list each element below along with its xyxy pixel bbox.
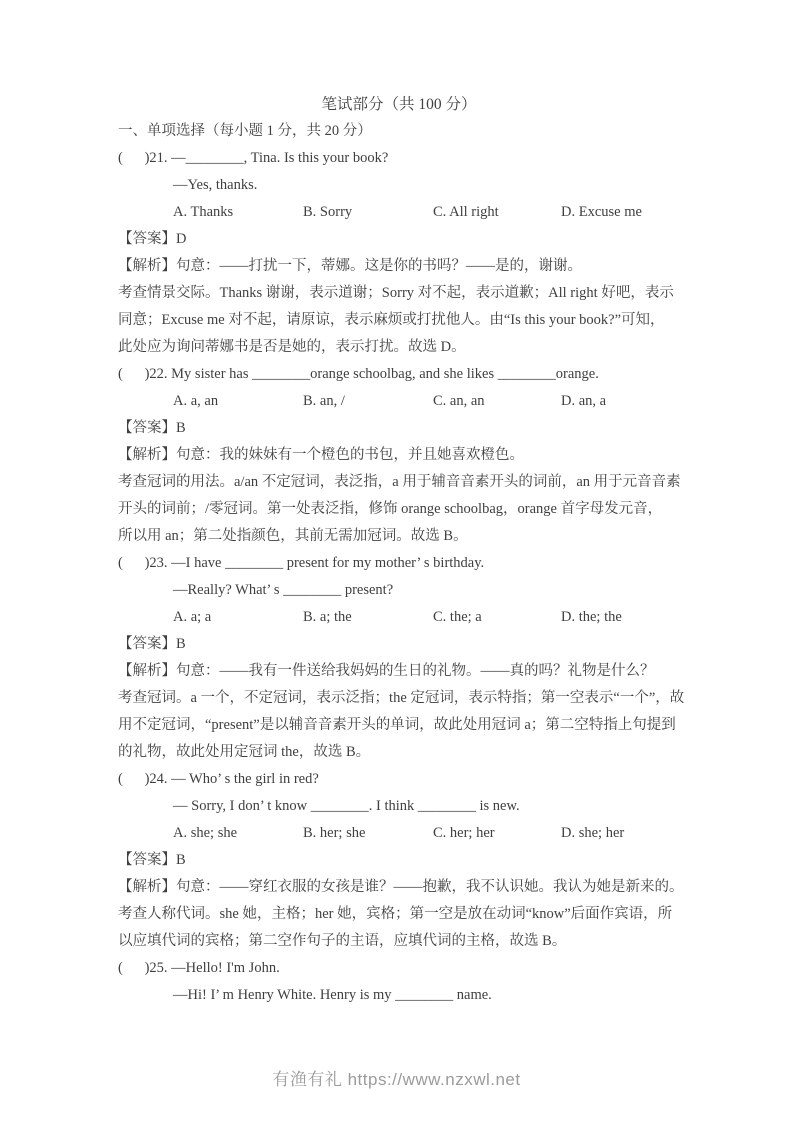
footer-watermark: 有渔有礼 https://www.nzxwl.net xyxy=(272,1070,521,1089)
question-stem-line: ( )23. —I have ________ present for my mother’ s birthday. xyxy=(118,555,485,571)
option-b: B. Sorry xyxy=(303,204,353,220)
analysis-line: 所以用 an；第二处指颜色，其前无需加冠词。故选 B。 xyxy=(118,528,468,544)
answer-line xyxy=(118,631,680,658)
options-row xyxy=(118,199,680,226)
option-a: A. she; she xyxy=(173,825,238,841)
analysis-line: 考查冠词的用法。a/an 不定冠词，表泛指，a 用于辅音音素开头的词前，an 用于元音音素 xyxy=(118,474,681,490)
analysis-line: 此处应为询问蒂娜书是否是她的，表示打扰。故选 D。 xyxy=(118,339,466,355)
page-title: 笔试部分（共 100 分） xyxy=(321,96,477,113)
question-stem-continuation: —Hi! I’ m Henry White. Henry is my ________ name. xyxy=(173,987,492,1003)
options-row xyxy=(118,820,680,847)
question-stem-line: ( )24. — Who’ s the girl in red? xyxy=(118,771,319,787)
answer-value: B xyxy=(176,420,186,436)
analysis-line: 的礼物，故此处用定冠词 the，故选 B。 xyxy=(118,744,371,760)
option-a: A. Thanks xyxy=(173,204,234,220)
analysis-line: 考查人称代词。she 她，主格；her 她，宾格；第一空是放在动词“know”后面作宾语，所 xyxy=(118,906,673,922)
option-c: C. the; a xyxy=(433,609,482,625)
options-row xyxy=(118,604,680,631)
analysis-line: 用不定冠词，“present”是以辅音音素开头的单词，故此处用冠词 a；第二空特指上句提到 xyxy=(118,717,676,733)
analysis-line: 同意；Excuse me 对不起，请原谅，表示麻烦或打扰他人。由“Is this your book?”可知， xyxy=(118,312,665,328)
answer-line xyxy=(118,226,680,253)
option-b: B. an, / xyxy=(303,393,345,409)
answer-label: 【答案】 xyxy=(118,636,176,652)
option-c: C. an, an xyxy=(433,393,485,409)
answer-label: 【答案】 xyxy=(118,852,176,868)
option-b: B. a; the xyxy=(303,609,352,625)
option-d: D. the; the xyxy=(561,609,622,625)
answer-value: B xyxy=(176,852,186,868)
answer-value: B xyxy=(176,636,186,652)
answer-value: D xyxy=(176,231,187,247)
option-d: D. an, a xyxy=(561,393,607,409)
analysis-line: 考查情景交际。Thanks 谢谢，表示道谢；Sorry 对不起，表示道歉；All right 好吧，表示 xyxy=(118,285,674,301)
option-c: C. her; her xyxy=(433,825,495,841)
question-stem-continuation: —Yes, thanks. xyxy=(173,177,258,193)
section-heading: 一、单项选择（每小题 1 分，共 20 分） xyxy=(118,123,372,139)
analysis-line: 【解析】句意：我的妹妹有一个橙色的书包，并且她喜欢橙色。 xyxy=(118,447,524,463)
question-stem-continuation: —Really? What’ s ________ present? xyxy=(173,582,394,598)
answer-line xyxy=(118,847,680,874)
option-a: A. a, an xyxy=(173,393,219,409)
option-d: D. Excuse me xyxy=(561,204,642,220)
answer-line xyxy=(118,415,680,442)
analysis-line: 【解析】句意：——打扰一下，蒂娜。这是你的书吗？——是的，谢谢。 xyxy=(118,258,582,274)
analysis-line: 考查冠词。a 一个，不定冠词，表示泛指；the 定冠词，表示特指；第一空表示“一个”，故 xyxy=(118,690,685,706)
answer-label: 【答案】 xyxy=(118,420,176,436)
exam-content xyxy=(118,91,685,1009)
answer-label: 【答案】 xyxy=(118,231,176,247)
question-stem-line: ( )25. —Hello! I'm John. xyxy=(118,960,280,976)
analysis-line: 【解析】句意：——穿红衣服的女孩是谁？——抱歉，我不认识她。我认为她是新来的。 xyxy=(118,879,684,895)
question-stem-line: ( )22. My sister has ________orange schoolbag, and she likes ________orange. xyxy=(118,366,599,382)
option-c: C. All right xyxy=(433,204,499,220)
analysis-line: 开头的词前；/零冠词。第一处表泛指，修饰 orange schoolbag，orange 首字母发元音， xyxy=(118,501,663,517)
option-a: A. a; a xyxy=(173,609,212,625)
questions-list xyxy=(118,145,685,1009)
analysis-line: 【解析】句意：——我有一件送给我妈妈的生日的礼物。——真的吗？礼物是什么？ xyxy=(118,663,655,679)
question-stem-line: ( )21. —________, Tina. Is this your book? xyxy=(118,150,389,166)
question-stem-continuation: — Sorry, I don’ t know ________. I think ________ is new. xyxy=(173,798,520,814)
options-row xyxy=(118,388,680,415)
option-d: D. she; her xyxy=(561,825,625,841)
option-b: B. her; she xyxy=(303,825,366,841)
analysis-line: 以应填代词的宾格；第二空作句子的主语，应填代词的主格，故选 B。 xyxy=(118,933,567,949)
